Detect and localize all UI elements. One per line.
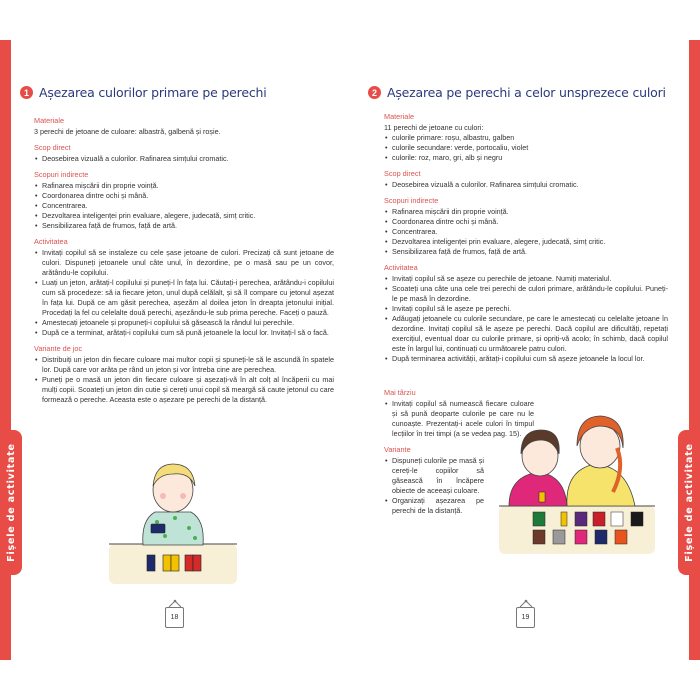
section-title-mai-tarziu: Mai târziu [384, 388, 416, 397]
section-title-materiale: Materiale [384, 112, 415, 121]
hanger-icon [519, 599, 533, 608]
children-pairing-illustration [495, 408, 660, 558]
page-number-text: 19 [521, 614, 530, 621]
section-title-scopuri-indirecte: Scopuri indirecte [34, 170, 89, 179]
list-item: • Invitați copilul să numească fiecare culoare și să pună deoparte culorile pe care nu le cunoaște. Prezentați-i acele culori în timpul lecțiilor în trei timpi (a se vedea pag. 15). [384, 399, 534, 439]
left-heading [20, 85, 266, 100]
section-title-activitatea: Activitatea [34, 237, 68, 246]
list-item: • Sensibilizarea față de frumos, față de artă. [34, 221, 334, 231]
list-item: • Coordonarea dintre ochi și mână. [384, 217, 668, 227]
side-tab-right [678, 430, 700, 575]
side-tab-left [0, 430, 22, 575]
page-number [165, 607, 184, 628]
section-title-variante: Variante [384, 445, 411, 454]
section-title-variante: Variante de joc [34, 344, 83, 353]
heading-number-badge: 2 [368, 86, 381, 99]
side-tab-label: Fișele de activitate [5, 443, 17, 562]
section-title-materiale: Materiale [34, 116, 65, 125]
list-item: • Concentrarea. [384, 227, 668, 237]
materiale-text: 11 perechi de jetoane cu culori: [384, 123, 484, 132]
list-item: • culorile: roz, maro, gri, alb și negru [384, 153, 668, 163]
list-item: • Coordonarea dintre ochi și mână. [34, 191, 334, 201]
list-item: • Invitați copilul să se așeze cu perechile de jetoane. Numiți materialul. [384, 274, 668, 284]
heading-number-badge: 1 [20, 86, 33, 99]
list-item: • Scoateți una câte una cele trei perechi de culori primare, arătându-le copilului. Puneți-le pe masă în dezordine. [384, 284, 668, 304]
list-item: • culorile secundare: verde, portocaliu, violet [384, 143, 668, 153]
list-item: • După terminarea activității, arătați-i copilului cum să așeze jetoanele la locul lor. [384, 354, 668, 364]
list-item: • Adăugați jetoanele cu culorile secundare, pe care le amestecați cu celelalte jetoane în dezordine. Invitați copilul să le așeze pe perechi. Dacă copilul are dificultăți, repetați exercițiul, eventual doar cu culorile primare, și opriți-vă acolo; în schimb, dacă copilul este în largul lui, continuați cu următoarele patru culori. [384, 314, 668, 354]
list-item: • Sensibilizarea față de frumos, față de artă. [384, 247, 668, 257]
left-content [34, 116, 334, 405]
page-number-text: 18 [170, 614, 179, 621]
page-number [516, 607, 535, 628]
list-item: • Organizați așezarea pe perechi de la distanță. [384, 496, 484, 516]
list-item: • Invitați copilul să le așeze pe perechi. [384, 304, 668, 314]
list-item: • Invitați copilul să se instaleze cu cele șase jetoane de culori. Precizați că sunt jetoane de culori. Dispuneți jetoanele unul câte unul, în dezordine, pe o masă sau pe un covor, arătându-le copilului. [34, 248, 334, 278]
section-title-scop-direct: Scop direct [384, 169, 421, 178]
list-item: • Concentrarea. [34, 201, 334, 211]
section-title-scopuri-indirecte: Scopuri indirecte [384, 196, 439, 205]
right-heading [368, 85, 666, 100]
list-item: • Distribuiți un jeton din fiecare culoare mai multor copii și spuneți-le să le ascundă în spatele lor. După care vor arăta pe rând un jeton și vor întreba cine are perechea. [34, 355, 334, 375]
page-title: Așezarea culorilor primare pe perechi [39, 85, 267, 100]
list-item: • Deosebirea vizuală a culorilor. Rafinarea simțului cromatic. [34, 154, 334, 164]
page-title: Așezarea pe perechi a celor unsprezece culori [387, 85, 666, 100]
right-content [384, 112, 668, 364]
list-item: • Luați un jeton, arătați-l copilului și puneți-l în fața lui. Căutați-i perechea, arătându-i copilului cum să procedeze: să ia fiecare jeton, unul după celălalt, și să îl compare cu jetonul așezat în fața lui. După ce am găsit perechea, așezăm al doilea jeton în dreapta jetonului inițial. Procedați la fel cu celelalte două perechi, așezându-le sub prima pereche. Faceți o pauză. [34, 278, 334, 318]
hanger-icon [168, 599, 182, 608]
list-item: • Dispuneți culorile pe masă și cereți-le copiilor să găsească în încăpere obiecte de aceeași culoare. [384, 456, 484, 496]
list-item: • Rafinarea mișcării din proprie voință. [384, 207, 668, 217]
section-title-scop-direct: Scop direct [34, 143, 71, 152]
list-item: • Dezvoltarea inteligenței prin evaluare, alegere, judecată, simț critic. [384, 237, 668, 247]
side-tab-label: Fișele de activitate [683, 443, 695, 562]
list-item: • Rafinarea mișcării din proprie voință. [34, 181, 334, 191]
list-item: • După ce a terminat, arătați-i copilului cum să pună jetoanele la locul lor. Invitați-l să o facă. [34, 328, 334, 338]
materiale-text: 3 perechi de jetoane de culoare: albastră, galbenă și roșie. [34, 127, 221, 136]
list-item: • Amestecați jetoanele și propuneți-i copilului să găsească la rândul lui perechile. [34, 318, 334, 328]
section-title-activitatea: Activitatea [384, 263, 418, 272]
child-sorting-illustration [105, 450, 245, 585]
list-item: • Puneți pe o masă un jeton din fiecare culoare și așezați-vă în alt colț al încăperii cu mai mulți copii. Scoateți un jeton din cutie și cereți unui copil să meargă să caute jetonul cu care formează o pereche. Aceasta este o așezare pe perechi de la distanță. [34, 375, 334, 405]
list-item: • Dezvoltarea inteligenței prin evaluare, alegere, judecată, simț critic. [34, 211, 334, 221]
list-item: • Deosebirea vizuală a culorilor. Rafinarea simțului cromatic. [384, 180, 668, 190]
list-item: • culorile primare: roșu, albastru, galben [384, 133, 668, 143]
